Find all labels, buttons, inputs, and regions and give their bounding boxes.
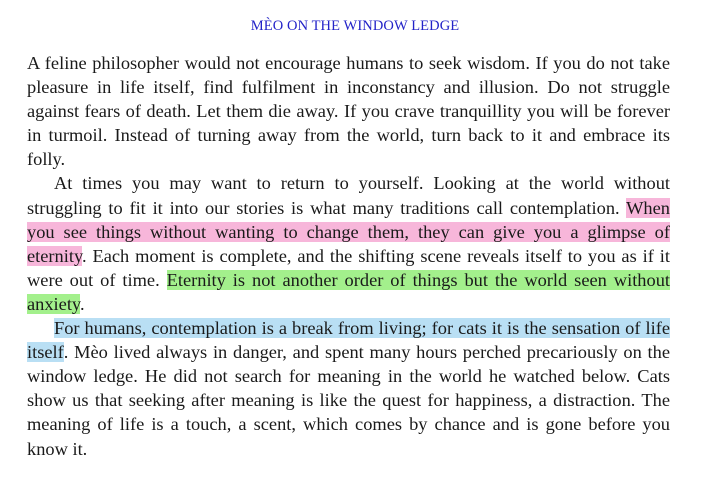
highlight-pink[interactable]: When you see things without wanting to change them, they can give you a glimpse of eternity [27,197,670,266]
highlight-blue[interactable]: For humans, contemplation is a break from living; for cats it is the sensation of life itself [27,318,670,363]
paragraph-1 [27,51,670,171]
paragraph-3-text-after: . Mèo lived always in danger, and spent many hours perched precariously on the window ledge. He did not search for meaning in the world he watched below. Cats show us that seeking after meaning is like the quest for happiness, a distraction. The meaning of life is a touch, a scent, which comes by chance and is gone before you know it. [27,342,670,459]
paragraph-2-text-after: . [79,293,85,314]
paragraph-1-text: A feline philosopher would not encourage humans to seek wisdom. If you do not take pleasure in life itself, find fulfilment in inconstancy and illusion. Do not struggle against fears of death. Let them die away. If you crave tranquillity you will be forever in turmoil. Instead of turning away from the world, turn back to it and embrace its folly. [27,53,670,170]
body-text [27,51,670,461]
paragraph-2-text-before: At times you may want to return to yourself. Looking at the world without struggling to fit it into our stories is what many traditions call contemplation. [27,173,670,218]
paragraph-2-text-middle: . Each moment is complete, and the shifting scene reveals itself to you as if it were out of time. [27,245,670,290]
highlight-green[interactable]: Eternity is not another order of things but the world seen without anxiety [27,269,670,314]
paragraph-3 [27,316,670,461]
paragraph-2 [27,171,670,316]
running-header: MÈO ON THE WINDOW LEDGE [250,18,460,34]
